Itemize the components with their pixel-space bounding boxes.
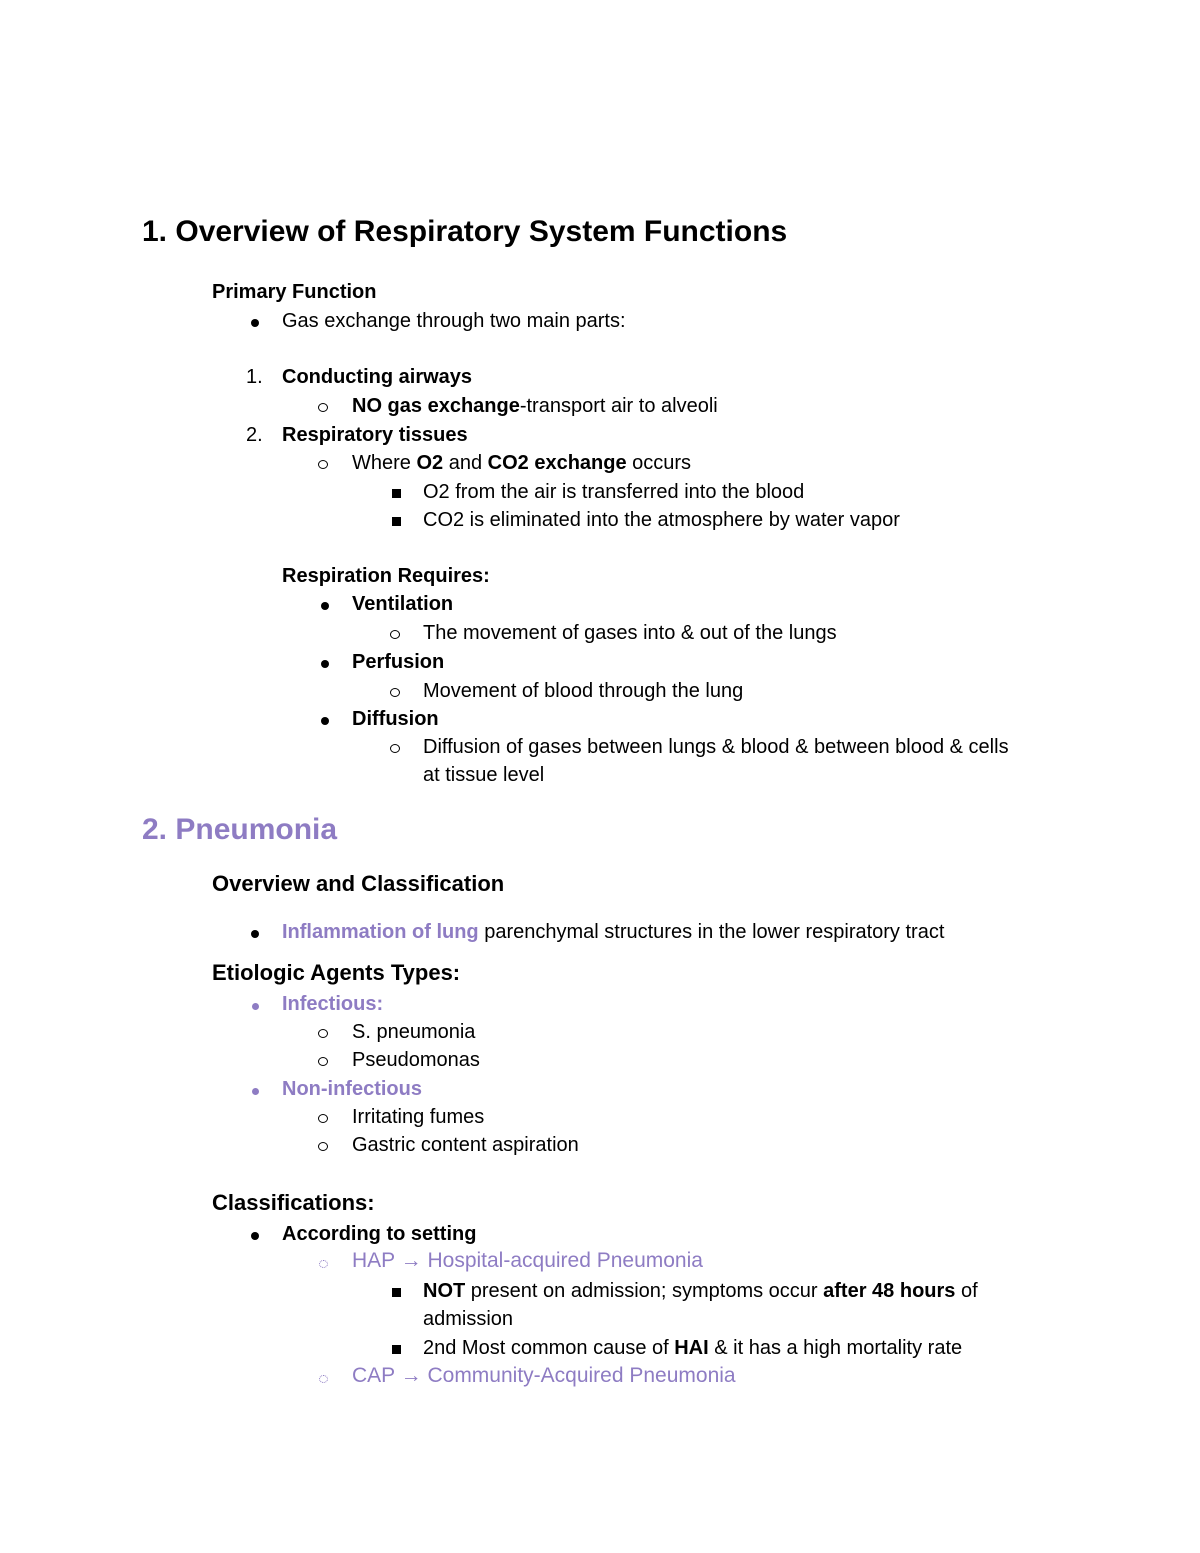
bullet-disc-icon: [315, 707, 335, 731]
bullet-circle-icon: [313, 451, 333, 475]
detail-line: CO2 is eliminated into the atmosphere by water vapor: [423, 509, 900, 531]
bullet-circle-icon: [313, 394, 333, 418]
bullet-disc-icon: [245, 309, 265, 333]
bullet-circle-icon: [385, 621, 405, 645]
classifications-heading: Classifications:: [212, 1190, 375, 1215]
respiratory-tissues-label: Respiratory tissues: [282, 424, 468, 446]
bullet-circle-icon: [385, 735, 405, 759]
section1-title: 1. Overview of Respiratory System Functions: [142, 215, 788, 248]
respiration-requires-heading: Respiration Requires:: [282, 565, 490, 587]
bullet-circle-icon: [313, 1133, 333, 1157]
non-infectious-item: Irritating fumes: [352, 1106, 485, 1128]
ventilation-label: Ventilation: [352, 593, 454, 615]
respiratory-tissues-sub: Where O2 and CO2 exchange occurs: [352, 452, 692, 474]
according-to-setting-label: According to setting: [282, 1223, 477, 1245]
infectious-item: S. pneumonia: [352, 1021, 476, 1043]
infectious-label: Infectious:: [282, 993, 384, 1015]
bullet-disc-icon: [245, 1222, 265, 1246]
bullet-square-icon: [386, 1336, 406, 1360]
non-infectious-label: Non-infectious: [282, 1078, 422, 1100]
bullet-square-icon: [386, 480, 406, 504]
bullet-circle-icon: [313, 1365, 333, 1389]
overview-heading: Overview and Classification: [212, 871, 505, 896]
diffusion-desc-line1: Diffusion of gases between lungs & blood & between blood & cells: [423, 736, 1009, 758]
bullet-disc-icon: [245, 992, 265, 1016]
overview-bullet: Inflammation of lung parenchymal structures in the lower respiratory tract: [282, 921, 945, 943]
conducting-airways-label: Conducting airways: [282, 366, 473, 388]
hap-detail-hai: 2nd Most common cause of HAI & it has a high mortality rate: [423, 1337, 963, 1359]
perfusion-desc: Movement of blood through the lung: [423, 680, 744, 702]
perfusion-label: Perfusion: [352, 651, 445, 673]
bullet-disc-icon: [245, 1077, 265, 1101]
item-number: 2.: [246, 424, 263, 446]
conducting-airways-sub: NO gas exchange-transport air to alveoli: [352, 395, 718, 417]
item-number: 1.: [246, 366, 263, 388]
hap-label: HAP → Hospital-acquired Pneumonia: [352, 1249, 703, 1272]
bullet-circle-icon: [313, 1020, 333, 1044]
hap-detail-line1: NOT present on admission; symptoms occur after 48 hours of: [423, 1280, 978, 1302]
non-infectious-item: Gastric content aspiration: [352, 1134, 579, 1156]
bullet-square-icon: [386, 508, 406, 532]
hap-detail-line2: admission: [423, 1308, 514, 1330]
bullet-disc-icon: [315, 592, 335, 616]
infectious-item: Pseudomonas: [352, 1049, 480, 1071]
bullet-square-icon: [386, 1279, 406, 1303]
ventilation-desc: The movement of gases into & out of the lungs: [423, 622, 837, 644]
detail-line: O2 from the air is transferred into the blood: [423, 481, 805, 503]
bullet-disc-icon: [315, 650, 335, 674]
primary-function-heading: Primary Function: [212, 281, 377, 303]
bullet-circle-icon: [313, 1250, 333, 1274]
cap-label: CAP → Community-Acquired Pneumonia: [352, 1364, 736, 1387]
primary-function-bullet: Gas exchange through two main parts:: [282, 310, 626, 332]
diffusion-label: Diffusion: [352, 708, 439, 730]
bullet-circle-icon: [313, 1105, 333, 1129]
etiologic-heading: Etiologic Agents Types:: [212, 960, 461, 985]
diffusion-desc-line2: at tissue level: [423, 764, 545, 786]
bullet-circle-icon: [385, 679, 405, 703]
bullet-circle-icon: [313, 1048, 333, 1072]
section2-title: 2. Pneumonia: [142, 813, 338, 846]
bullet-disc-icon: [245, 920, 265, 944]
